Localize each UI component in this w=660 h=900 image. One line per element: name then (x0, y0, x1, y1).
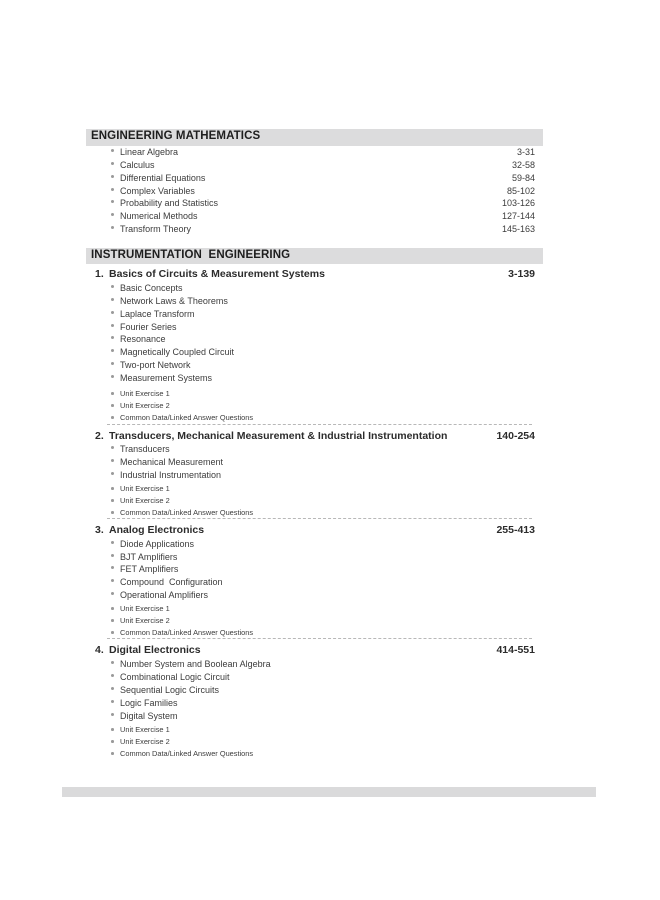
topic-item[interactable] (0, 469, 660, 482)
chapter-heading[interactable] (0, 429, 660, 444)
topic-item[interactable] (0, 538, 660, 551)
topic-label: Number System and Boolean Algebra (120, 659, 271, 669)
topic-item[interactable] (0, 443, 660, 456)
exercise-label: Unit Exercise 1 (120, 389, 170, 398)
bullet-icon (111, 188, 114, 191)
topic-label: FET Amplifiers (120, 564, 179, 574)
bullet-icon (111, 349, 114, 352)
topic-item[interactable] (0, 308, 660, 321)
topic-item[interactable] (0, 359, 660, 372)
bullet-icon (111, 740, 114, 743)
exercise-label: Unit Exercise 2 (120, 737, 170, 746)
topic-label: Digital System (120, 711, 178, 721)
bullet-icon (111, 175, 114, 178)
item-pages: 3-31 (516, 147, 535, 157)
section-title: ENGINEERING MATHEMATICS (91, 130, 261, 142)
bullet-icon (111, 554, 114, 557)
exercise-item[interactable] (0, 508, 660, 521)
topic-label: Transducers (120, 444, 170, 454)
topic-item[interactable] (0, 697, 660, 710)
bullet-icon (111, 162, 114, 165)
bullet-icon (111, 511, 114, 514)
exercise-label: Unit Exercise 2 (120, 616, 170, 625)
bullet-icon (111, 298, 114, 301)
exercise-label: Unit Exercise 2 (120, 496, 170, 505)
bullet-icon (111, 285, 114, 288)
item-label: Numerical Methods (120, 211, 198, 221)
topic-item[interactable] (0, 576, 660, 589)
topic-label: Two-port Network (120, 360, 191, 370)
topic-item[interactable] (0, 372, 660, 385)
chapter-number: 1. (95, 268, 104, 280)
topic-label: BJT Amplifiers (120, 552, 178, 562)
topic-item[interactable] (0, 589, 660, 602)
topic-label: Magnetically Coupled Circuit (120, 347, 235, 357)
bullet-icon (111, 446, 114, 449)
bullet-icon (111, 336, 114, 339)
bullet-icon (111, 579, 114, 582)
bullet-icon (111, 631, 114, 634)
bullet-icon (111, 541, 114, 544)
exercise-label: Common Data/Linked Answer Questions (120, 749, 254, 758)
bullet-icon (111, 362, 114, 365)
bullet-icon (111, 404, 114, 407)
bullet-icon (111, 149, 114, 152)
bullet-icon (111, 499, 114, 502)
topic-label: Measurement Systems (120, 373, 213, 383)
topic-item[interactable] (0, 282, 660, 295)
bullet-icon (111, 592, 114, 595)
exercise-label: Unit Exercise 2 (120, 401, 170, 410)
chapter-pages: 3-139 (508, 268, 535, 280)
topic-item[interactable] (0, 671, 660, 684)
exercise-label: Common Data/Linked Answer Questions (120, 413, 254, 422)
chapter-pages: 414-551 (496, 644, 535, 656)
bullet-icon (111, 416, 114, 419)
topic-item[interactable] (0, 333, 660, 346)
topic-item[interactable] (0, 563, 660, 576)
chapter-number: 4. (95, 644, 104, 656)
item-pages: 32-58 (511, 160, 535, 170)
bullet-icon (111, 566, 114, 569)
footer-bar (62, 787, 596, 797)
bullet-icon (111, 752, 114, 755)
chapter-pages: 140-254 (496, 430, 535, 442)
bullet-icon (111, 674, 114, 677)
topic-label: Compound Configuration (120, 577, 223, 587)
exercise-label: Unit Exercise 1 (120, 725, 170, 734)
chapter-heading[interactable] (0, 643, 660, 658)
toc-item[interactable] (0, 172, 660, 185)
toc-item[interactable] (0, 159, 660, 172)
topic-label: Operational Amplifiers (120, 590, 209, 600)
section-header-instrumentation-engineering (86, 248, 543, 264)
topic-item[interactable] (0, 710, 660, 723)
topic-label: Mechanical Measurement (120, 457, 224, 467)
exercise-label: Common Data/Linked Answer Questions (120, 628, 254, 637)
bullet-icon (111, 459, 114, 462)
topic-label: Combinational Logic Circuit (120, 672, 230, 682)
item-label: Calculus (120, 160, 155, 170)
chapter-title: Analog Electronics (109, 524, 205, 536)
bullet-icon (111, 392, 114, 395)
chapter-divider (107, 638, 532, 639)
bullet-icon (111, 472, 114, 475)
topic-item[interactable] (0, 346, 660, 359)
bullet-icon (111, 213, 114, 216)
topic-label: Logic Families (120, 698, 178, 708)
chapter-divider (107, 518, 532, 519)
item-label: Linear Algebra (120, 147, 179, 157)
item-pages: 85-102 (506, 186, 535, 196)
bullet-icon (111, 607, 114, 610)
topic-item[interactable] (0, 658, 660, 671)
chapter-number: 3. (95, 524, 104, 536)
bullet-icon (111, 375, 114, 378)
chapter-pages: 255-413 (496, 524, 535, 536)
bullet-icon (111, 311, 114, 314)
exercise-label: Unit Exercise 1 (120, 604, 170, 613)
item-label: Probability and Statistics (120, 198, 219, 208)
chapter-title: Digital Electronics (109, 644, 201, 656)
bullet-icon (111, 728, 114, 731)
section-title: INSTRUMENTATION ENGINEERING (91, 249, 291, 261)
topic-label: Basic Concepts (120, 283, 183, 293)
item-pages: 103-126 (501, 198, 535, 208)
toc-item[interactable] (0, 223, 660, 236)
bullet-icon (111, 487, 114, 490)
section-header-engineering-mathematics (86, 129, 543, 146)
topic-item[interactable] (0, 295, 660, 308)
toc-item[interactable] (0, 146, 660, 159)
bullet-icon (111, 687, 114, 690)
toc-item[interactable] (0, 197, 660, 210)
item-pages: 127-144 (501, 211, 535, 221)
exercise-item[interactable] (0, 628, 660, 641)
topic-item[interactable] (0, 684, 660, 697)
topic-label: Resonance (120, 334, 166, 344)
topic-item[interactable] (0, 456, 660, 469)
bullet-icon (111, 200, 114, 203)
item-pages: 59-84 (511, 173, 535, 183)
exercise-item[interactable] (0, 749, 660, 762)
bullet-icon (111, 713, 114, 716)
bullet-icon (111, 226, 114, 229)
topic-label: Fourier Series (120, 322, 177, 332)
chapter-title: Transducers, Mechanical Measurement & Industrial Instrumentation (109, 430, 448, 442)
topic-label: Laplace Transform (120, 309, 195, 319)
topic-label: Industrial Instrumentation (120, 470, 222, 480)
exercise-label: Unit Exercise 1 (120, 484, 170, 493)
bullet-icon (111, 661, 114, 664)
topic-label: Diode Applications (120, 539, 195, 549)
item-label: Complex Variables (120, 186, 195, 196)
bullet-icon (111, 619, 114, 622)
exercise-label: Common Data/Linked Answer Questions (120, 508, 254, 517)
chapter-divider (107, 424, 532, 425)
item-label: Transform Theory (120, 224, 192, 234)
chapter-heading[interactable] (0, 267, 660, 282)
item-pages: 145-163 (501, 224, 535, 234)
bullet-icon (111, 324, 114, 327)
chapter-heading[interactable] (0, 523, 660, 538)
item-label: Differential Equations (120, 173, 206, 183)
toc-item[interactable] (0, 210, 660, 223)
chapter-title: Basics of Circuits & Measurement Systems (109, 268, 325, 280)
topic-label: Network Laws & Theorems (120, 296, 228, 306)
bullet-icon (111, 700, 114, 703)
chapter-number: 2. (95, 430, 104, 442)
topic-label: Sequential Logic Circuits (120, 685, 220, 695)
